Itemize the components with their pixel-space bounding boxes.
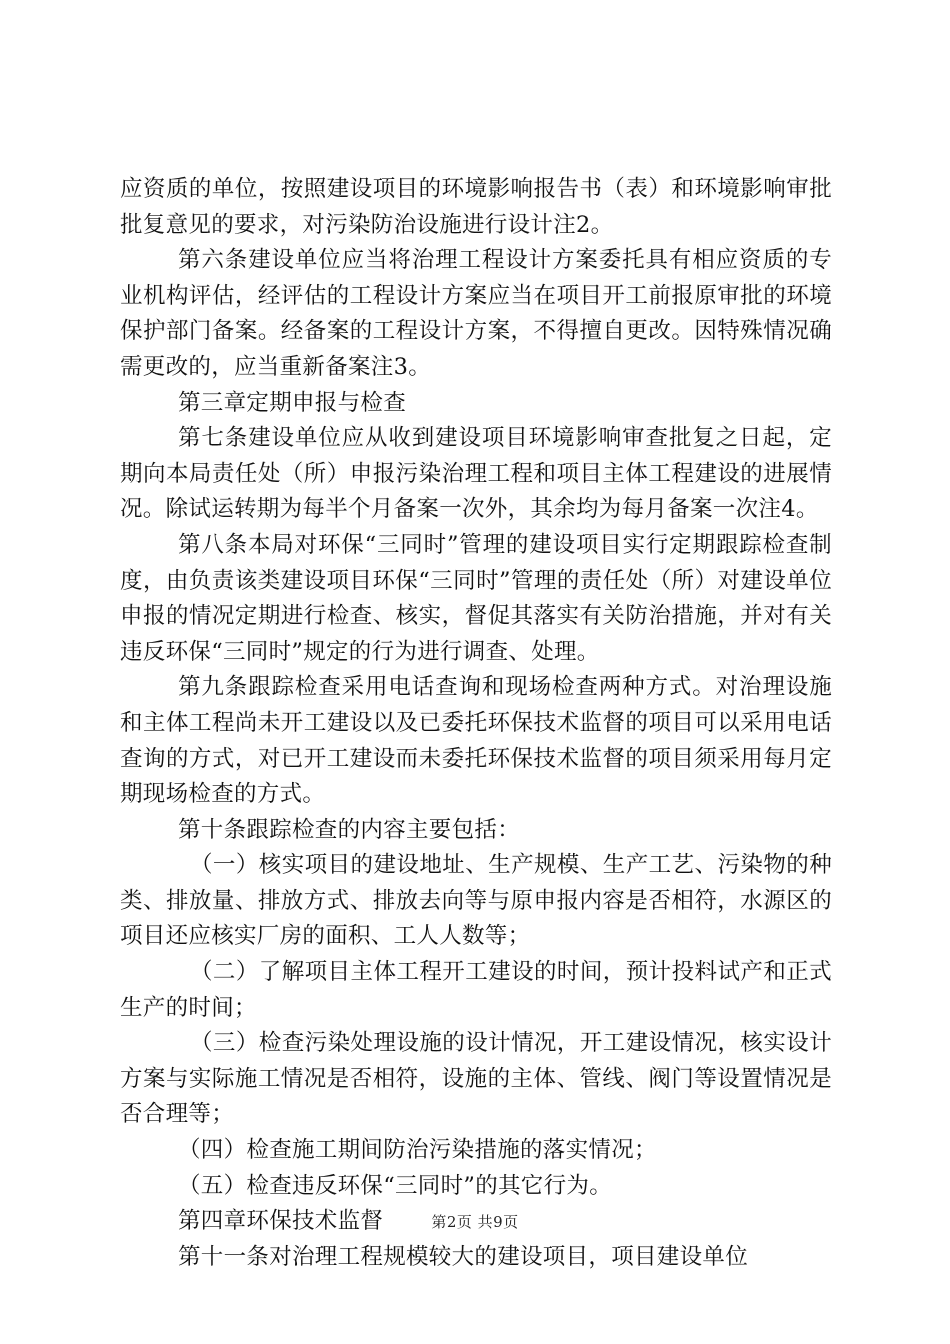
list-item-5: （五）检查违反环保“三同时”的其它行为。 (178, 1172, 613, 1199)
list-item-2: （二）了解项目主体工程开工建设的时间，预计投料试产和正式生产的时间； (120, 959, 832, 1021)
paragraph-article-11: 第十一条对治理工程规模较大的建设项目，项目建设单位 (178, 1243, 749, 1270)
paragraph-article-7: 第七条建设单位应从收到建设项目环境影响审查批复之日起，定期向本局责任处（所）申报污染治理工程和项目主体工程建设的进展情况。除试运转期为每半个月备案一次外，其余均为每月备案一次注4。 (120, 425, 832, 523)
list-item-4: （四）检查施工期间防治污染措施的落实情况； (178, 1137, 657, 1164)
chapter-heading-3: 第三章定期申报与检查 (178, 389, 407, 416)
chapter-heading-4: 第四章环保技术监督 (178, 1208, 384, 1235)
document-body (120, 172, 832, 1275)
paragraph-article-6: 第六条建设单位应当将治理工程设计方案委托具有相应资质的专业机构评估，经评估的工程设计方案应当在项目开工前报原审批的环境保护部门备案。经备案的工程设计方案，不得擅自更改。因特殊情况确需更改的，应当重新备案注3。 (120, 247, 832, 380)
list-item-3: （三）检查污染处理设施的设计情况，开工建设情况，核实设计方案与实际施工情况是否相符，设施的主体、管线、阀门等设置情况是否合理等； (120, 1030, 832, 1128)
list-item-1: （一）核实项目的建设地址、生产规模、生产工艺、污染物的种类、排放量、排放方式、排放去向等与原申报内容是否相符，水源区的项目还应核实厂房的面积、工人人数等； (120, 852, 832, 950)
page-number-footer: 第2页 共9页 (431, 1213, 519, 1231)
paragraph-continuation: 应资质的单位，按照建设项目的环境影响报告书（表）和环境影响审批批复意见的要求，对污染防治设施进行设计注2。 (120, 176, 832, 238)
paragraph-article-9: 第九条跟踪检查采用电话查询和现场检查两种方式。对治理设施和主体工程尚未开工建设以及已委托环保技术监督的项目可以采用电话查询的方式，对已开工建设而未委托环保技术监督的项目须采用每月定期现场检查的方式。 (120, 674, 832, 808)
paragraph-article-10: 第十条跟踪检查的内容主要包括： (178, 816, 521, 843)
paragraph-article-8: 第八条本局对环保“三同时”管理的建设项目实行定期跟踪检查制度，由负责该类建设项目环保“三同时”管理的责任处（所）对建设单位申报的情况定期进行检查、核实，督促其落实有关防治措施，并对有关违反环保“三同时”规定的行为进行调查、处理。 (120, 531, 832, 665)
